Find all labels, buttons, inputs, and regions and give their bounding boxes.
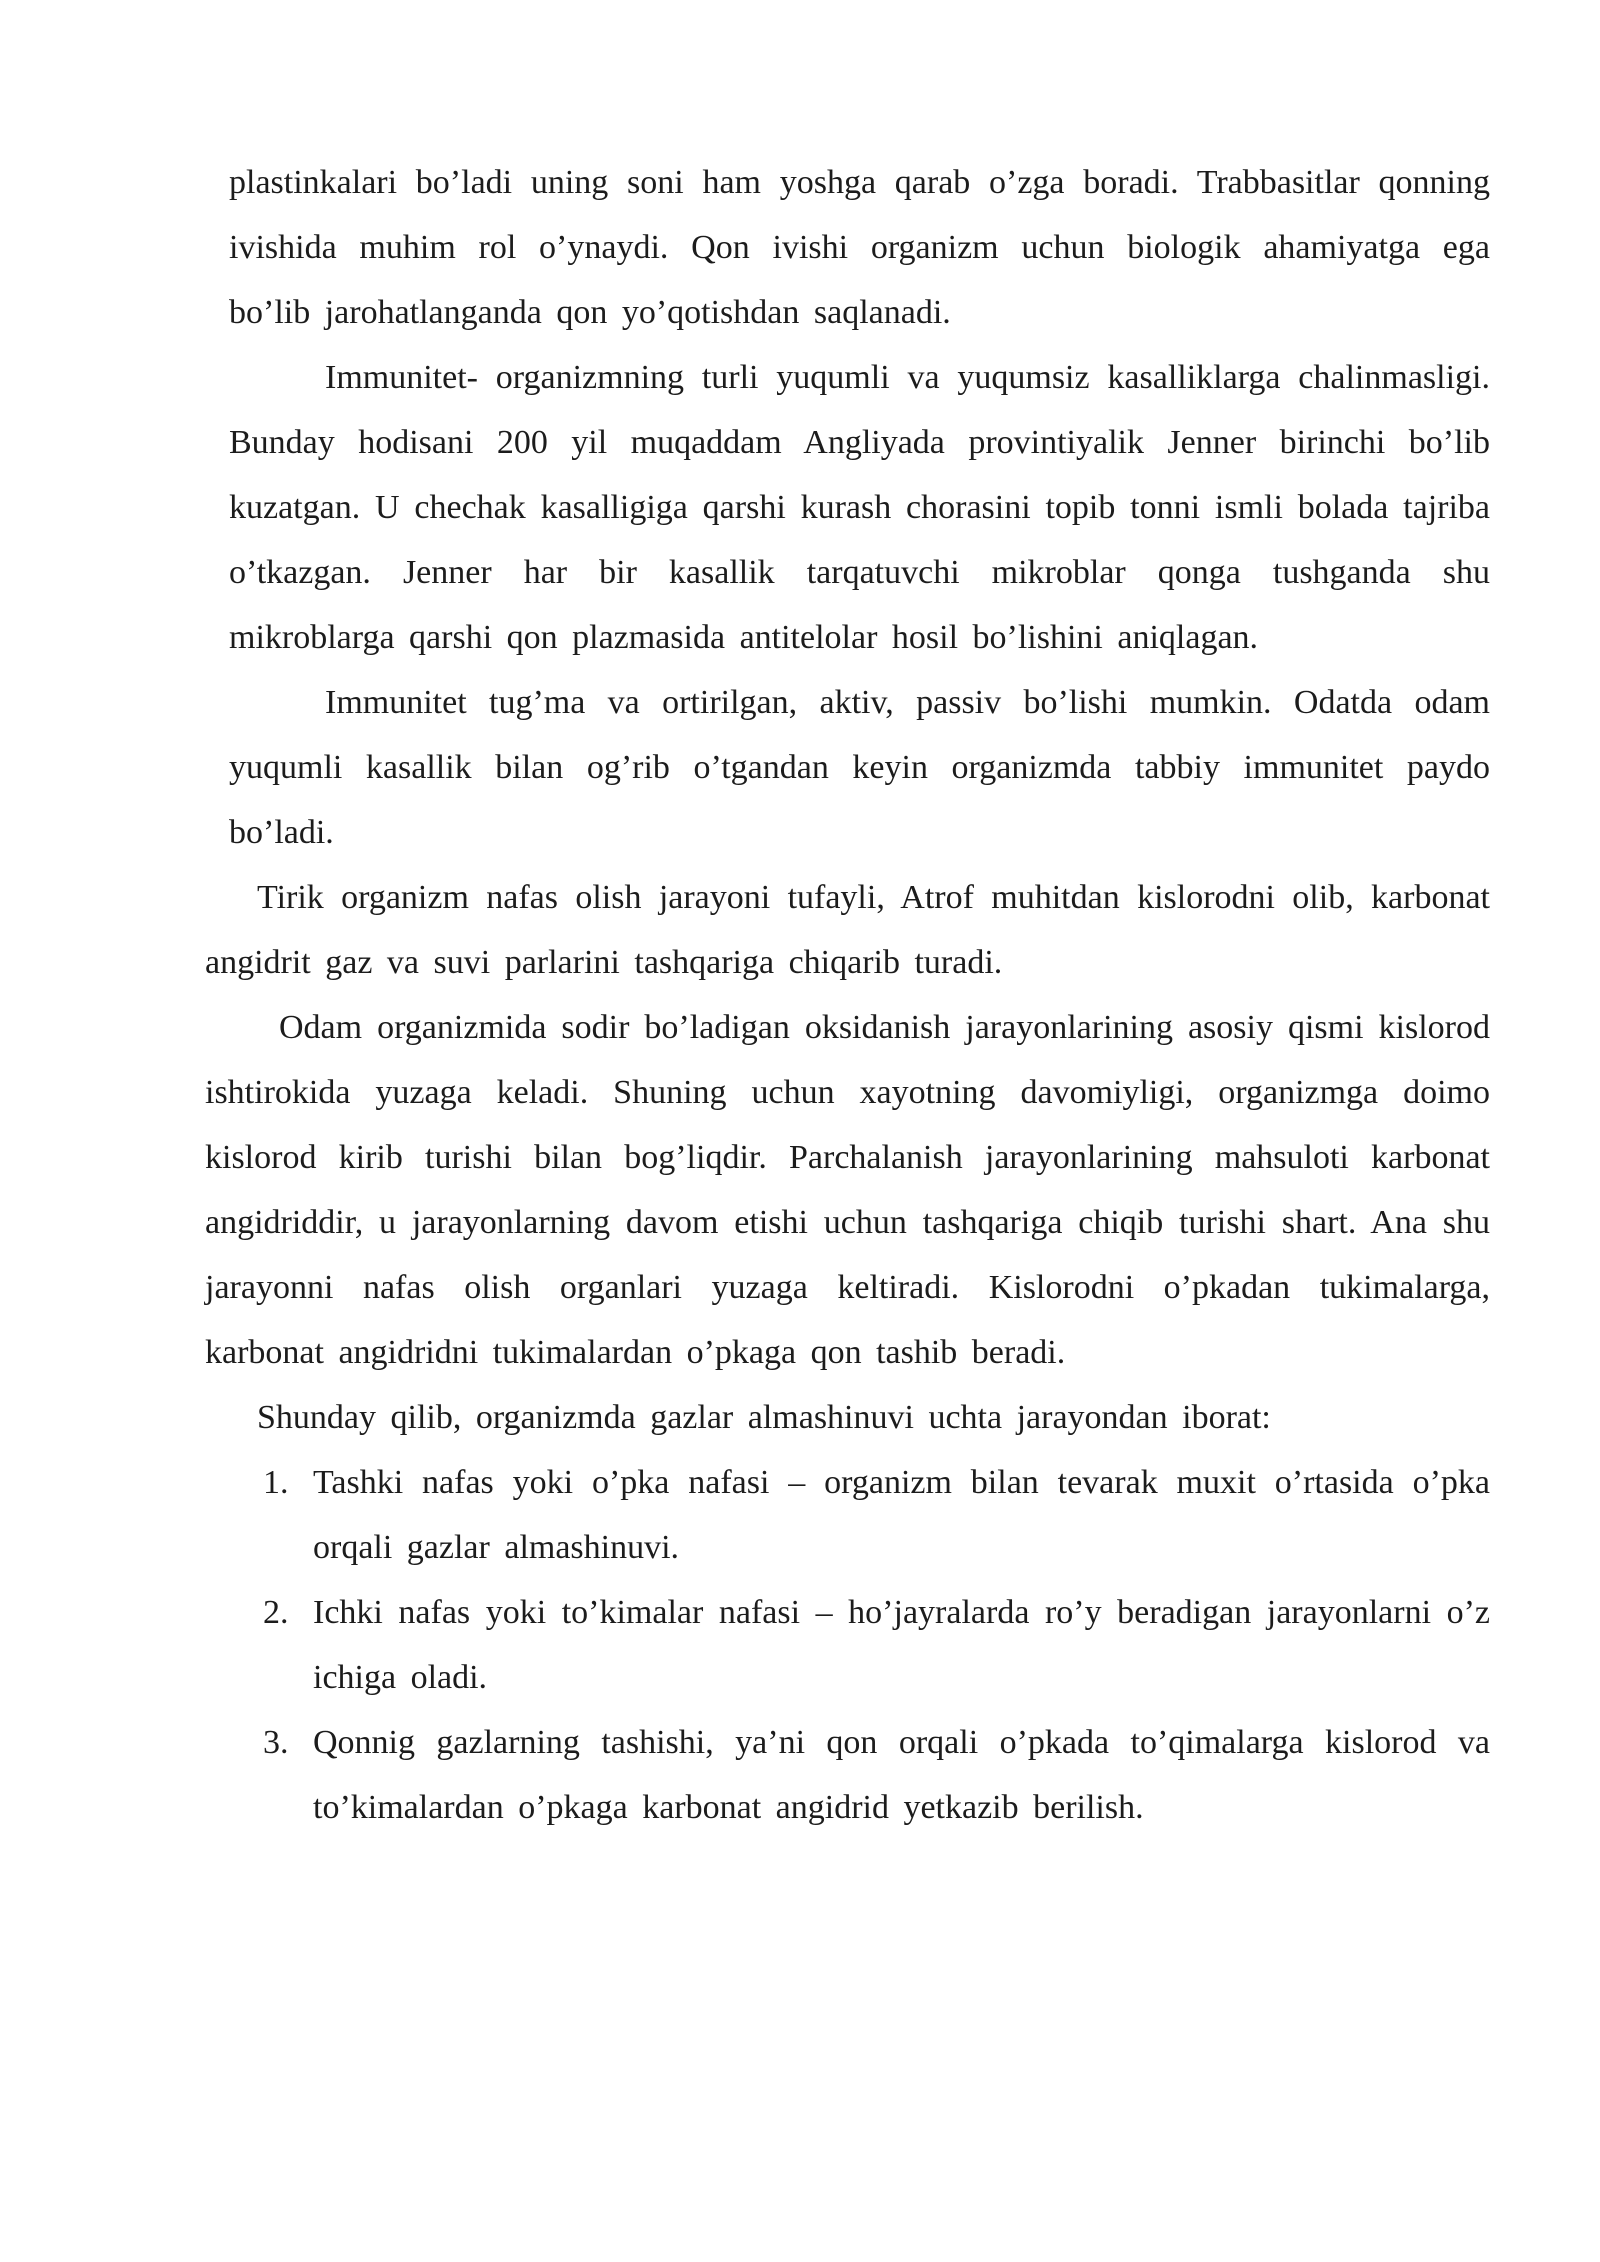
list-item — [205, 1580, 1490, 1710]
paragraph-immunity-definition: Immunitet- organizmning turli yuqumli va yuqumsiz kasalliklarga chalinmasligi. Bunday hodisani 200 yil muqaddam Angliyada provintiyalik Jenner birinchi bo’lib kuzatgan. U chechak kasalligiga qarshi kurash chorasini topib tonni ismli bolada tajriba o’tkazgan. Jenner har bir kasallik tarqatuvchi mikroblar qonga tushganda shu mikroblarga qarshi qon plazmasida antitelolar hosil bo’lishini aniqlagan. — [229, 359, 1490, 656]
paragraph-oxidation: Odam organizmida sodir bo’ladigan oksidanish jarayonlarining asosiy qismi kislorod ishtirokida yuzaga keladi. Shuning uchun xayotning davomiyligi, organizmga doimo kislorod kirib turishi bilan bog’liqdir. Parchalanish jarayonlarining mahsuloti karbonat angidriddir, u jarayonlarning davom etishi uchun tashqariga chiqib turishi shart. Ana shu jarayonni nafas olish organlari yuzaga keltiradi. Kislorodni o’pkadan tukimalarga, karbonat angidridni tukimalardan o’pkaga qon tashib beradi. — [205, 1009, 1490, 1371]
list-item — [205, 1710, 1490, 1840]
gas-exchange-list — [205, 1450, 1490, 1840]
list-item — [205, 1450, 1490, 1580]
paragraph-respiration-intro: Tirik organizm nafas olish jarayoni tufayli, Atrof muhitdan kislorodni olib, karbonat angidrit gaz va suvi parlarini tashqariga chiqarib turadi. — [205, 879, 1490, 981]
paragraph-gas-exchange-summary: Shunday qilib, organizmda gazlar almashinuvi uchta jarayondan iborat: — [257, 1399, 1271, 1436]
paragraph-blood-clotting: plastinkalari bo’ladi uning soni ham yoshga qarab o’zga boradi. Trabbasitlar qonning ivishida muhim rol o’ynaydi. Qon ivishi organizm uchun biologik ahamiyatga ega bo’lib jarohatlanganda qon yo’qotishdan saqlanadi. — [229, 164, 1490, 331]
list-item-number: 1. — [263, 1464, 289, 1501]
paragraph-immunity-types: Immunitet tug’ma va ortirilgan, aktiv, passiv bo’lishi mumkin. Odatda odam yuqumli kasallik bilan og’rib o’tgandan keyin organizmda tabbiy immunitet paydo bo’ladi. — [229, 684, 1490, 851]
document-body — [205, 150, 1490, 1840]
list-item-number: 2. — [263, 1594, 289, 1631]
list-item-text: Qonnig gazlarning tashishi, ya’ni qon orqali o’pkada to’qimalarga kislorod va to’kimalardan o’pkaga karbonat angidrid yetkazib berilish. — [313, 1724, 1490, 1826]
list-item-text: Tashki nafas yoki o’pka nafasi – organizm bilan tevarak muxit o’rtasida o’pka orqali gazlar almashinuvi. — [313, 1464, 1490, 1566]
list-item-text: Ichki nafas yoki to’kimalar nafasi – ho’jayralarda ro’y beradigan jarayonlarni o’z ichiga oladi. — [313, 1594, 1490, 1696]
list-item-number: 3. — [263, 1724, 289, 1761]
